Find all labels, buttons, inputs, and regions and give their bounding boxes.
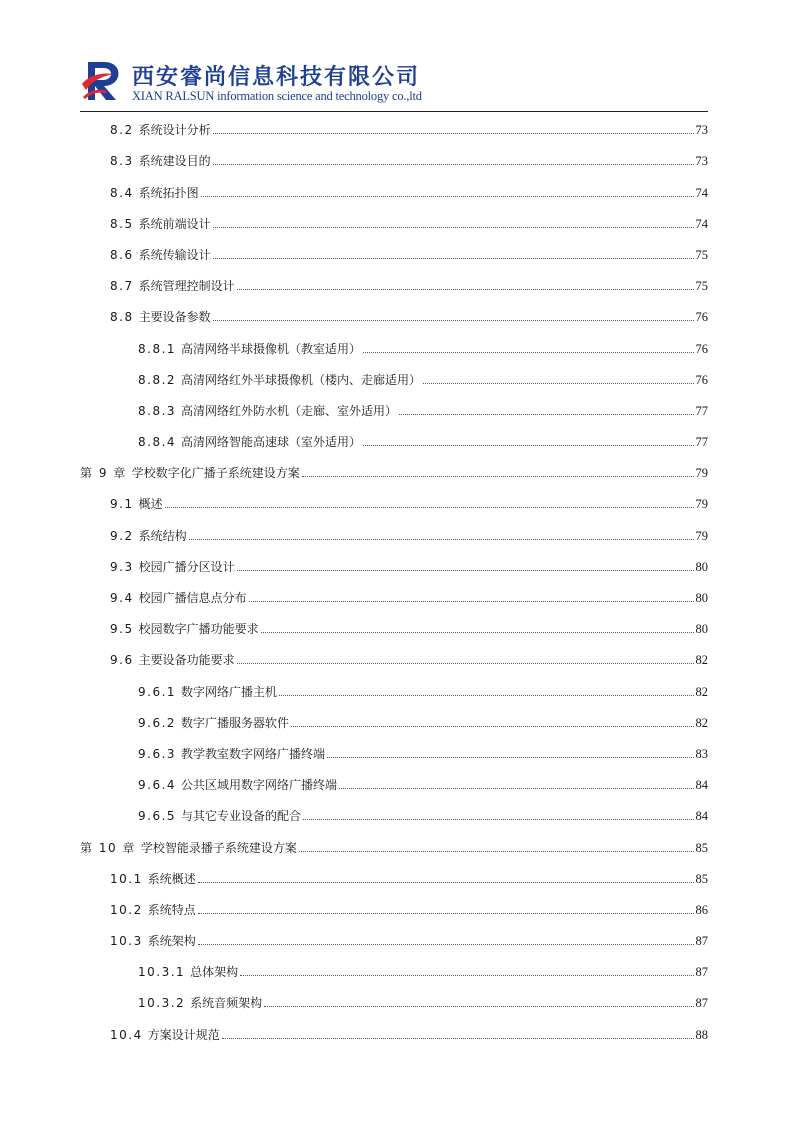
toc-entry[interactable]	[80, 925, 708, 956]
toc-entry-page: 74	[695, 185, 708, 200]
header-divider	[80, 111, 708, 112]
toc-entry-number: 10.4	[110, 1027, 143, 1042]
toc-dot-leader	[261, 632, 694, 633]
toc-entry-page: 80	[695, 591, 708, 605]
toc-dot-leader	[302, 476, 694, 477]
toc-entry-number: 9.1	[110, 497, 134, 512]
toc-dot-leader	[299, 851, 694, 852]
toc-dot-leader	[213, 320, 694, 321]
toc-entry-page: 76	[695, 372, 708, 387]
toc-entry-number: 10.3.1	[138, 965, 186, 980]
toc-entry[interactable]	[80, 894, 708, 925]
toc-dot-leader	[264, 1006, 693, 1007]
toc-entry[interactable]	[80, 551, 708, 582]
company-logo-icon	[80, 58, 126, 104]
toc-entry-page: 82	[695, 715, 708, 730]
toc-entry-title: 系统建设目的	[138, 154, 211, 169]
toc-entry-page: 74	[695, 216, 708, 231]
toc-entry-title: 与其它专业设备的配合	[181, 809, 302, 824]
toc-entry[interactable]	[80, 426, 708, 457]
toc-entry-title: 系统传输设计	[138, 247, 211, 262]
toc-entry-number: 10.3.2	[138, 996, 186, 1011]
toc-entry-number: 8.8.1	[138, 341, 177, 356]
toc-dot-leader	[279, 695, 693, 696]
company-name-en: XIAN RALSUN information science and technology co.,ltd	[132, 89, 422, 103]
toc-entry-number: 9.6.2	[138, 715, 177, 730]
toc-entry[interactable]	[80, 707, 708, 738]
toc-entry[interactable]	[80, 301, 708, 332]
toc-dot-leader	[213, 258, 694, 259]
toc-entry-page: 76	[695, 310, 708, 325]
toc-entry-page: 77	[695, 435, 708, 450]
toc-entry-page: 79	[695, 497, 708, 512]
toc-entry-title: 学校数字化广播子系统建设方案	[131, 466, 300, 481]
toc-entry[interactable]	[80, 644, 708, 675]
toc-entry[interactable]	[80, 395, 708, 426]
toc-entry[interactable]	[80, 176, 708, 207]
toc-entry-title: 高清网络智能高速球（室外适用）	[181, 435, 362, 450]
toc-entry-page: 84	[695, 809, 708, 824]
table-of-contents	[80, 114, 708, 1050]
toc-entry[interactable]	[80, 863, 708, 894]
toc-entry[interactable]	[80, 956, 708, 987]
toc-entry[interactable]	[80, 364, 708, 395]
toc-dot-leader	[303, 819, 693, 820]
toc-entry[interactable]	[80, 208, 708, 239]
toc-dot-leader	[423, 383, 693, 384]
toc-entry-number: 9.6.5	[138, 809, 177, 824]
toc-dot-leader	[240, 975, 693, 976]
toc-entry-title: 校园广播信息点分布	[138, 591, 247, 605]
toc-entry[interactable]	[80, 613, 708, 644]
toc-entry-title: 概述	[138, 497, 163, 512]
toc-entry-number: 8.7	[110, 279, 134, 294]
toc-dot-leader	[213, 164, 694, 165]
toc-entry-page: 79	[695, 466, 708, 481]
toc-entry-number: 8.6	[110, 247, 134, 262]
toc-entry-page: 85	[695, 840, 708, 855]
toc-dot-leader	[363, 352, 693, 353]
toc-dot-leader	[213, 227, 694, 228]
toc-entry[interactable]	[80, 519, 708, 550]
toc-entry-page: 85	[695, 871, 708, 886]
toc-entry[interactable]	[80, 675, 708, 706]
toc-entry-title: 系统概述	[147, 871, 196, 886]
toc-entry-title: 系统设计分析	[138, 123, 211, 138]
toc-entry-page: 75	[695, 247, 708, 262]
toc-dot-leader	[363, 445, 693, 446]
toc-entry-page: 82	[695, 653, 708, 668]
toc-entry-page: 88	[695, 1027, 708, 1042]
toc-entry-title: 系统拓扑图	[138, 185, 199, 200]
toc-dot-leader	[201, 196, 694, 197]
toc-entry-title: 教学教室数字网络广播终端	[181, 746, 326, 761]
toc-entry-number: 8.8.3	[138, 403, 177, 418]
toc-dot-leader	[237, 289, 694, 290]
toc-entry[interactable]	[80, 1018, 708, 1049]
toc-entry-page: 86	[695, 902, 708, 917]
toc-dot-leader	[339, 788, 693, 789]
page-header	[80, 58, 720, 110]
company-name-cn: 西安睿尚信息科技有限公司	[132, 65, 421, 90]
toc-entry-number: 8.8.4	[138, 435, 177, 450]
toc-entry[interactable]	[80, 332, 708, 363]
toc-entry-page: 80	[695, 622, 708, 637]
toc-entry[interactable]	[80, 987, 708, 1018]
toc-entry-page: 80	[695, 559, 708, 574]
toc-entry[interactable]	[80, 831, 708, 862]
toc-entry[interactable]	[80, 145, 708, 176]
toc-entry-title: 系统结构	[138, 528, 187, 543]
toc-entry-title: 主要设备参数	[138, 310, 211, 325]
toc-entry-number: 8.8	[110, 310, 134, 325]
toc-dot-leader	[237, 663, 694, 664]
toc-entry-page: 87	[695, 934, 708, 949]
toc-dot-leader	[222, 1038, 694, 1039]
toc-entry-title: 系统特点	[147, 902, 196, 917]
toc-entry-number: 9.6.3	[138, 746, 177, 761]
toc-entry[interactable]	[80, 769, 708, 800]
toc-entry-number: 9.5	[110, 622, 134, 637]
toc-dot-leader	[249, 601, 694, 602]
toc-entry-title: 高清网络红外防水机（走廊、室外适用）	[181, 403, 398, 418]
toc-dot-leader	[189, 539, 694, 540]
toc-entry-number: 9.6	[110, 653, 134, 668]
toc-entry-page: 84	[695, 778, 708, 793]
toc-entry-number: 第 9 章	[80, 466, 127, 481]
toc-dot-leader	[198, 882, 694, 883]
toc-entry[interactable]	[80, 738, 708, 769]
toc-entry-number: 9.4	[110, 591, 134, 605]
toc-entry-number: 10.1	[110, 871, 143, 886]
toc-entry-title: 校园广播分区设计	[138, 559, 235, 574]
toc-entry-page: 75	[695, 279, 708, 294]
toc-entry-title: 系统音频架构	[190, 996, 263, 1011]
toc-entry-title: 校园数字广播功能要求	[138, 622, 259, 637]
toc-entry[interactable]	[80, 488, 708, 519]
toc-dot-leader	[399, 414, 693, 415]
toc-entry-number: 9.6.1	[138, 684, 177, 699]
toc-entry-page: 76	[695, 341, 708, 356]
toc-entry[interactable]	[80, 457, 708, 488]
toc-entry-number: 8.5	[110, 216, 134, 231]
toc-entry-title: 方案设计规范	[147, 1027, 220, 1042]
toc-entry-page: 73	[695, 154, 708, 169]
toc-entry-number: 9.6.4	[138, 778, 177, 793]
toc-entry-title: 高清网络半球摄像机（教室适用）	[181, 341, 362, 356]
toc-entry-page: 77	[695, 403, 708, 418]
toc-entry-title: 公共区域用数字网络广播终端	[181, 778, 338, 793]
toc-dot-leader	[198, 944, 694, 945]
toc-entry[interactable]	[80, 114, 708, 145]
toc-entry-number: 9.2	[110, 528, 134, 543]
toc-entry-title: 学校智能录播子系统建设方案	[140, 840, 297, 855]
toc-entry[interactable]	[80, 582, 708, 613]
toc-entry-page: 87	[695, 996, 708, 1011]
toc-dot-leader	[198, 913, 694, 914]
toc-entry-number: 8.3	[110, 154, 134, 169]
toc-dot-leader	[213, 133, 694, 134]
toc-entry-number: 9.3	[110, 559, 134, 574]
toc-entry-title: 系统架构	[147, 934, 196, 949]
toc-entry-page: 83	[695, 746, 708, 761]
toc-entry-number: 10.3	[110, 934, 143, 949]
toc-entry[interactable]	[80, 239, 708, 270]
toc-entry-number: 10.2	[110, 902, 143, 917]
toc-entry-page: 79	[695, 528, 708, 543]
toc-dot-leader	[165, 507, 694, 508]
toc-entry-number: 8.2	[110, 123, 134, 138]
toc-entry-page: 73	[695, 123, 708, 138]
toc-entry-page: 87	[695, 965, 708, 980]
toc-dot-leader	[327, 757, 693, 758]
toc-entry-number: 第 10 章	[80, 840, 136, 855]
toc-entry-page: 82	[695, 684, 708, 699]
toc-entry-title: 数字广播服务器软件	[181, 715, 290, 730]
toc-entry-title: 系统管理控制设计	[138, 279, 235, 294]
toc-entry[interactable]	[80, 800, 708, 831]
toc-entry-number: 8.4	[110, 185, 134, 200]
toc-dot-leader	[237, 570, 694, 571]
toc-entry-title: 高清网络红外半球摄像机（楼内、走廊适用）	[181, 372, 422, 387]
toc-entry-title: 数字网络广播主机	[181, 684, 278, 699]
toc-entry[interactable]	[80, 270, 708, 301]
toc-entry-title: 主要设备功能要求	[138, 653, 235, 668]
toc-entry-title: 总体架构	[190, 965, 239, 980]
toc-entry-title: 系统前端设计	[138, 216, 211, 231]
toc-dot-leader	[291, 726, 693, 727]
toc-entry-number: 8.8.2	[138, 372, 177, 387]
